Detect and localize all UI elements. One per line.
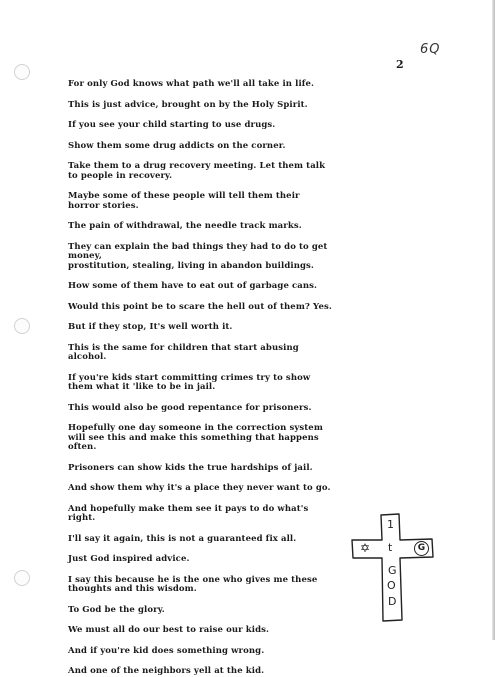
body-line: This is the same for children that start abusing alcohol. <box>68 342 299 362</box>
body-line: Just God inspired advice. <box>68 554 190 564</box>
body-line: And show them why it's a place they never want to go. <box>68 483 331 493</box>
body-line: Prisoners can show kids the true hardships of jail. <box>68 462 313 473</box>
body-line: How some of them have to eat out of garbage cans. <box>68 281 318 291</box>
body-line: I say this because he is the one who gives me these thoughts and this wisdom. <box>68 574 318 594</box>
body-line: This is just advice, brought on by the Holy Spirit. <box>68 99 308 110</box>
body-line: If you're kids start committing crimes try to show them what it 'like to be in jail. <box>68 372 311 392</box>
body-line: To God be the glory. <box>68 604 165 615</box>
punch-hole <box>14 64 30 80</box>
body-line: Show them some drug addicts on the corner. <box>68 140 286 151</box>
star-of-david-icon: ✡ <box>360 541 371 555</box>
body-line: And if you're kid does something wrong. <box>68 645 265 656</box>
handwritten-corner-mark: 6Q <box>420 42 441 57</box>
body-line: Hopefully one day someone in the correction system will see this and make this something that happens often. <box>68 423 323 452</box>
circled-g-icon: G <box>414 541 429 556</box>
body-line: And one of the neighbors yell at the kid. <box>68 666 265 676</box>
body-line: The pain of withdrawal, the needle track marks. <box>68 221 302 231</box>
cross-letter-o: O <box>387 579 396 592</box>
body-line: For only God knows what path we'll all take in life. <box>68 79 315 89</box>
cross-letter-g: G <box>388 564 397 577</box>
body-line: This would also be good repentance for prisoners. <box>68 402 312 413</box>
body-line: But if they stop, It's well worth it. <box>68 322 233 332</box>
body-line: Maybe some of these people will tell them their horror stories. <box>68 191 300 211</box>
punch-hole <box>14 318 30 334</box>
cross-letter-d: D <box>388 595 397 608</box>
cross-top-numeral: 1 <box>387 518 394 531</box>
body-line: And hopefully make them see it pays to do what's right. <box>68 503 309 523</box>
body-line: They can explain the bad things they had to do to get money, prostitution, stealing, living in abandon buildings. <box>68 241 328 271</box>
page-number: 2 <box>396 58 404 71</box>
body-line: We must all do our best to raise our kids. <box>68 625 270 635</box>
punch-hole <box>14 570 30 586</box>
body-line: Take them to a drug recovery meeting. Let them talk to people in recovery. <box>68 161 326 181</box>
body-line: If you see your child starting to use drugs. <box>68 120 276 130</box>
hand-drawn-cross <box>350 512 435 624</box>
cross-center-mark: t <box>388 541 393 554</box>
body-line: I'll say it again, this is not a guaranteed fix all. <box>68 533 297 544</box>
body-line: Would this point be to scare the hell out of them? Yes. <box>68 301 332 312</box>
